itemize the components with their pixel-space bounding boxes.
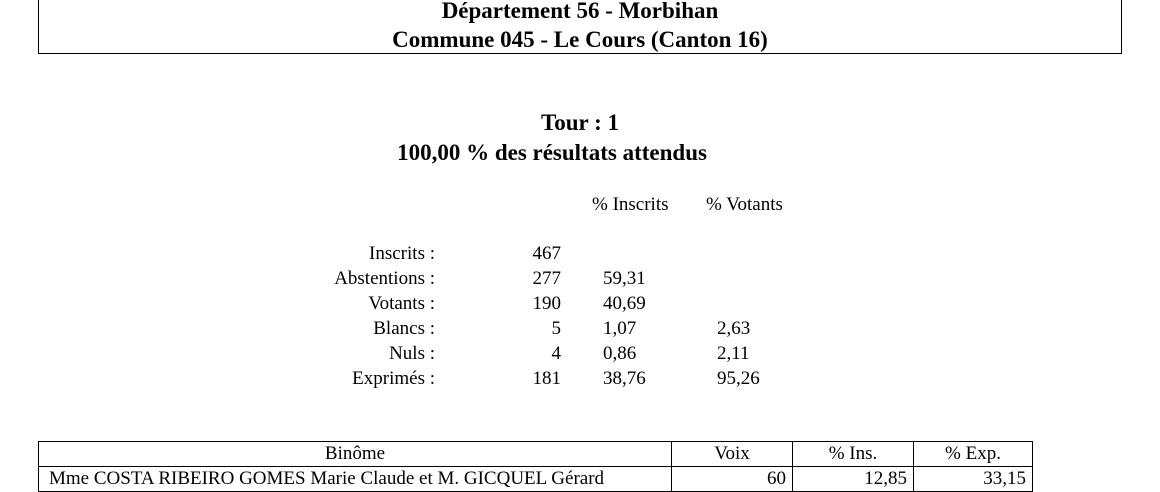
- pct-ins-value: 12,85: [793, 467, 914, 492]
- table-row: [39, 467, 1033, 492]
- stat-label: Nuls :: [389, 343, 435, 364]
- stat-pct-inscrits: 38,76: [603, 368, 646, 389]
- stat-value: 5: [551, 318, 561, 339]
- stat-row-exprimes: [0, 366, 1160, 391]
- tour-number: Tour : 1: [541, 110, 619, 135]
- stat-pct-inscrits: 59,31: [603, 268, 646, 289]
- column-header-pct-votants: % Votants: [706, 194, 783, 215]
- stat-pct-inscrits: 40,69: [603, 293, 646, 314]
- results-table: [38, 441, 1033, 492]
- stat-value: 4: [551, 343, 561, 364]
- stat-pct-inscrits: 1,07: [603, 318, 637, 339]
- header-voix: Voix: [672, 442, 793, 467]
- stat-row-inscrits: [0, 241, 1160, 266]
- header-box: [38, 0, 1122, 54]
- stat-label: Inscrits :: [369, 243, 435, 264]
- voix-value: 60: [672, 467, 793, 492]
- stat-row-nuls: [0, 341, 1160, 366]
- stat-row-votants: [0, 291, 1160, 316]
- stat-value: 277: [532, 268, 561, 289]
- stat-value: 467: [532, 243, 561, 264]
- stat-pct-votants: 2,11: [717, 343, 750, 364]
- commune-title: Commune 045 - Le Cours (Canton 16): [392, 27, 768, 52]
- stat-row-blancs: [0, 316, 1160, 341]
- header-pct-ins: % Ins.: [793, 442, 914, 467]
- table-header-row: [39, 442, 1033, 467]
- stat-label: Abstentions :: [334, 268, 435, 289]
- results-expected: 100,00 % des résultats attendus: [397, 140, 707, 165]
- stat-label: Blancs :: [373, 318, 435, 339]
- header-binome: Binôme: [39, 442, 672, 467]
- binome-name: Mme COSTA RIBEIRO GOMES Marie Claude et M. GICQUEL Gérard: [39, 467, 672, 492]
- stat-value: 190: [532, 293, 561, 314]
- stat-label: Exprimés :: [352, 368, 435, 389]
- stat-pct-votants: 2,63: [717, 318, 751, 339]
- department-title: Département 56 - Morbihan: [441, 0, 719, 23]
- stat-pct-inscrits: 0,86: [603, 343, 637, 364]
- stat-row-abstentions: [0, 266, 1160, 291]
- stat-label: Votants :: [368, 293, 435, 314]
- stat-value: 181: [532, 368, 561, 389]
- header-pct-exp: % Exp.: [914, 442, 1033, 467]
- stat-pct-votants: 95,26: [717, 368, 760, 389]
- pct-exp-value: 33,15: [914, 467, 1033, 492]
- column-header-pct-inscrits: % Inscrits: [592, 194, 669, 215]
